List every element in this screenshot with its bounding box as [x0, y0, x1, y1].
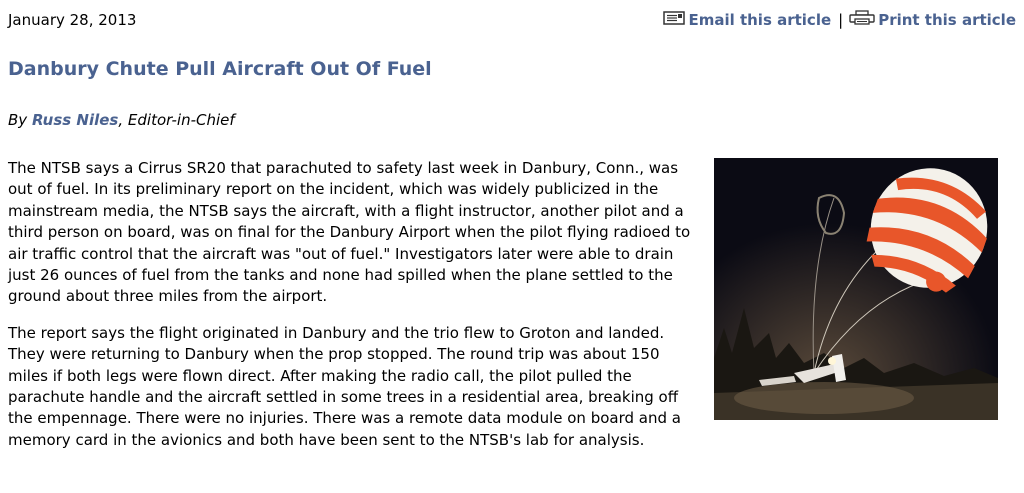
article-paragraph: The report says the flight originated in Danbury and the trio flew to Groton and landed. They were returning to Danbury when the prop stopped. The round trip was about 150 miles if both legs were flown direct. After making the radio call, the pilot pulled the parachute handle and the aircraft settled in some trees in a residential area, breaking off the empennage. There were no injuries. There was a remote data module on board and a memory card in the avionics and both have been sent to the NTSB's lab for analysis. [8, 323, 681, 449]
article-paragraph: The NTSB says a Cirrus SR20 that parachuted to safety last week in Danbury, Conn., was out of fuel. In its preliminary report on the incident, which was widely publicized in the mainstream media, the NTSB says the aircraft, with a flight instructor, another pilot and a third person on board, was on final for the Danbury Airport when the pilot flying radioed to air traffic control that the aircraft was "out of fuel." Investigators later were able to drain just 26 ounces of fuel from the tanks and none had spilled when the plane settled to the ground about three miles from the airport. [8, 159, 691, 306]
author-role: , Editor-in-Chief [118, 111, 235, 129]
print-article-label: Print this article [878, 10, 1016, 29]
byline [8, 111, 235, 129]
email-article-link[interactable] [663, 11, 831, 29]
byline-prefix: By [8, 111, 32, 129]
print-icon [849, 10, 878, 29]
email-article-label: Email this article [688, 10, 832, 29]
article-title: Danbury Chute Pull Aircraft Out Of Fuel [8, 58, 432, 80]
author-link[interactable]: Russ Niles [31, 111, 119, 129]
actions-separator: | [838, 10, 844, 29]
article-body [8, 158, 998, 466]
article-actions [663, 10, 1016, 29]
email-icon [663, 11, 688, 29]
article-date: January 28, 2013 [8, 11, 137, 29]
print-article-link[interactable] [849, 10, 1016, 29]
article-photo [714, 158, 998, 420]
